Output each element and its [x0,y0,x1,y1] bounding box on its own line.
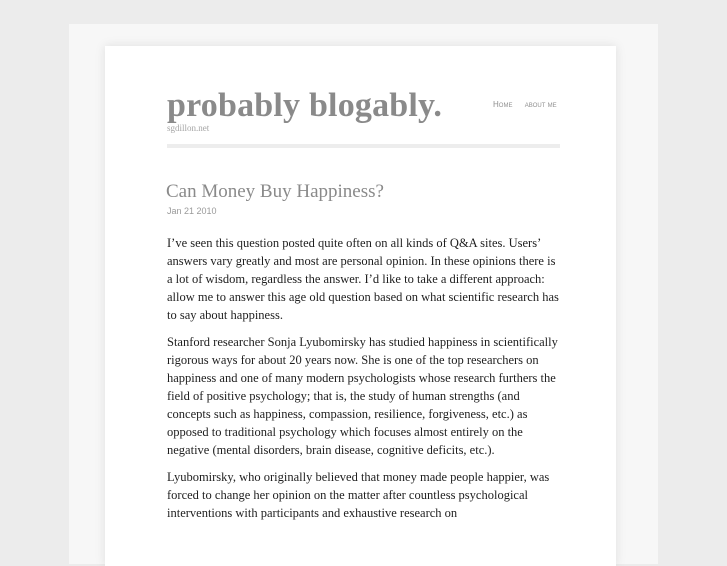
nav-about-link[interactable]: about me [524,100,557,109]
post-paragraph: Lyubomirsky, who originally believed that money made people happier, was forced to change her opinion on the matter after countless psychological interventions with participants and exhaustive research on [167,470,550,520]
header-divider [167,144,560,148]
site-title[interactable]: probably blogably. [167,87,443,124]
post-title[interactable]: Can Money Buy Happiness? [166,181,384,202]
page-card [105,46,616,566]
post-paragraph: I’ve seen this question posted quite often on all kinds of Q&A sites. Users’ answers vary greatly and most are personal opinion. In these opinions there is a lot of wisdom, regardless the answer. I’d like to take a different approach: allow me to answer this age old question based on what scientific research has to say about happiness. [167,236,559,322]
main-nav [493,100,567,109]
post-date: Jan 21 2010 [167,206,217,216]
site-url: sgdillon.net [167,123,210,133]
post-paragraph: Stanford researcher Sonja Lyubomirsky has studied happiness in scientifically rigorous ways for about 20 years now. She is one of the top researchers on happiness and one of many modern psychologists whose research furthers the field of positive psychology; that is, the study of human strengths (and concepts such as happiness, compassion, resilience, forgiveness, etc.) as opposed to traditional psychology which focuses almost entirely on the negative (mental disorders, brain disease, cognitive deficits, etc.). [167,335,558,457]
nav-home-link[interactable]: Home [493,100,513,109]
post-body [167,234,560,531]
site-header [167,86,560,133]
